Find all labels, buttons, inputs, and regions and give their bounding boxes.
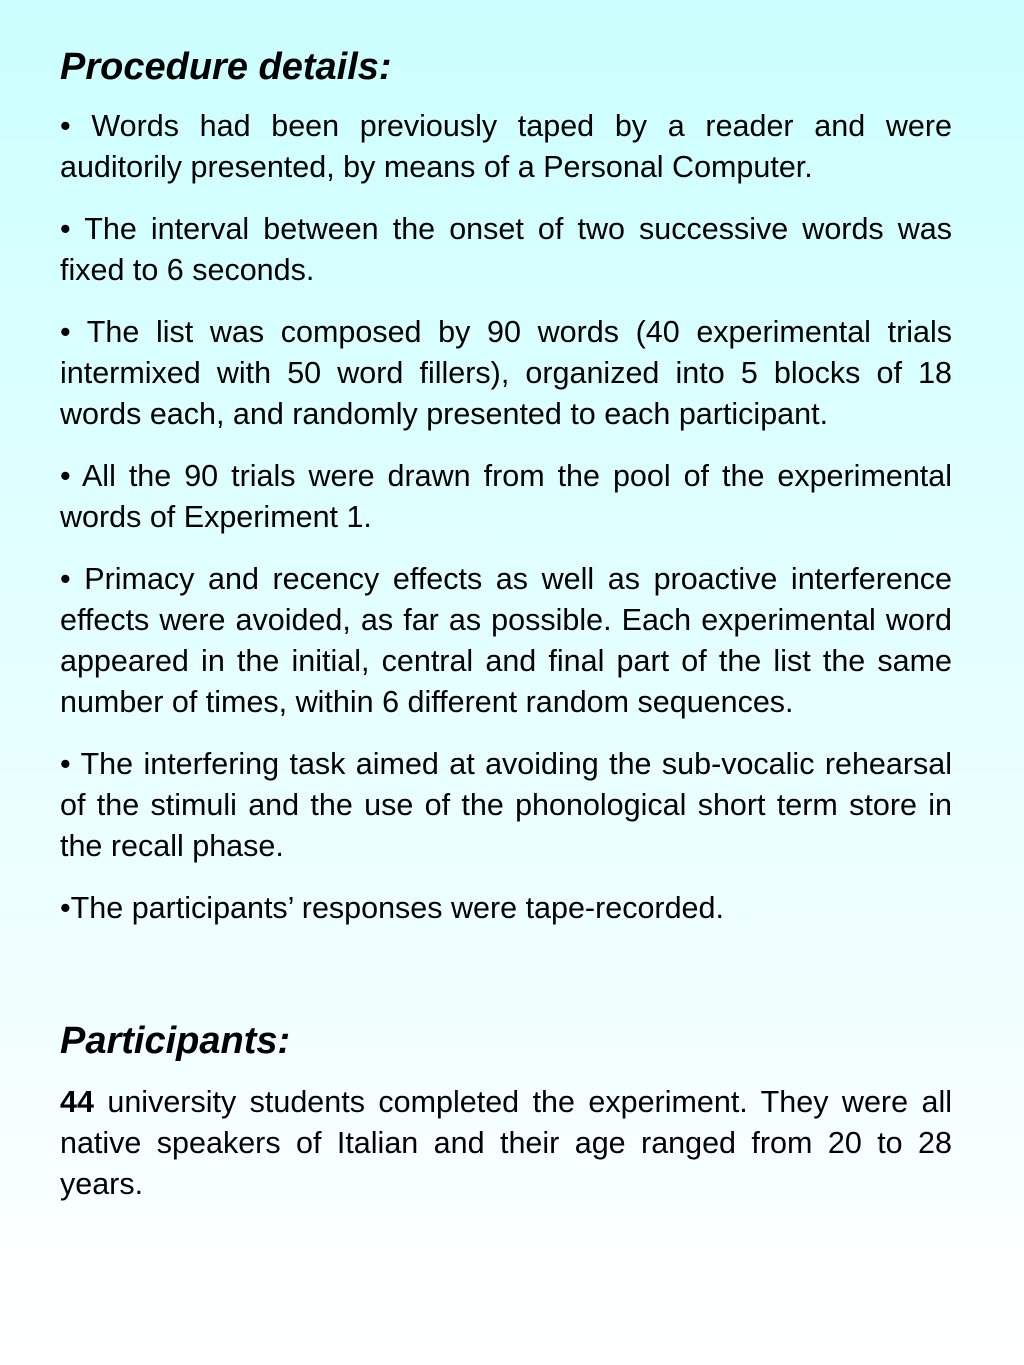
bullet-responses-recorded: •The participants’ responses were tape-recorded. <box>60 891 724 925</box>
bullet-primacy-recency: • Primacy and recency effects as well as proactive interference effects were avoided, as far as possible. Each experimental word appeared in the initial, central and final part of the list the same number of times, within 6 different random sequences. <box>60 562 952 719</box>
procedure-bullet-list <box>60 106 952 929</box>
bullet-interfering-task: • The interfering task aimed at avoiding the sub-vocalic rehearsal of the stimuli and the use of the phonological short term store in the recall phase. <box>60 747 952 863</box>
slide-content <box>60 42 952 1205</box>
participants-heading: Participants: <box>60 1020 291 1062</box>
bullet-taped-words: • Words had been previously taped by a reader and were auditorily presented, by means of a Personal Computer. <box>60 109 952 184</box>
participants-paragraph <box>60 1082 952 1205</box>
participant-count: 44 <box>60 1085 94 1119</box>
participants-description: university students completed the experiment. They were all native speakers of Italian and their age ranged from 20 to 28 years. <box>60 1085 952 1201</box>
bullet-list-composition: • The list was composed by 90 words (40 experimental trials intermixed with 50 word fillers), organized into 5 blocks of 18 words each, and randomly presented to each participant. <box>60 315 952 431</box>
bullet-trials-source: • All the 90 trials were drawn from the pool of the experimental words of Experiment 1. <box>60 459 952 534</box>
procedure-heading: Procedure details: <box>60 46 392 88</box>
bullet-interval: • The interval between the onset of two successive words was fixed to 6 seconds. <box>60 212 952 287</box>
